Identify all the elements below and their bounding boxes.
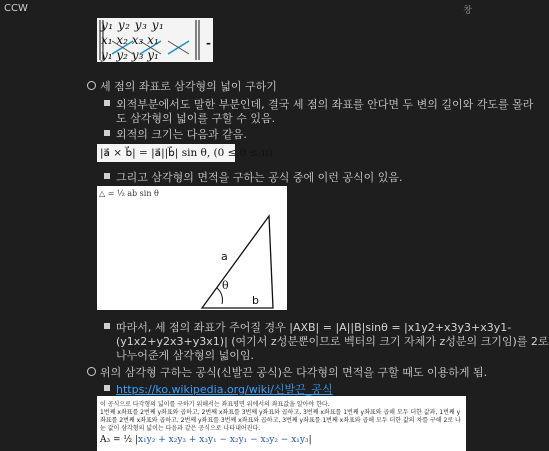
bullet-square-icon bbox=[104, 173, 110, 179]
text-conclusion-2: (y1x2+y2x3+y3x1)| (여기서 z성분뿐이므로 벡터의 크기 자체가 z성분의 크기임)를 2로 bbox=[116, 335, 549, 348]
text-cross-magnitude: 외적의 크기는 다음과 같음. bbox=[116, 128, 247, 141]
wiki-excerpt-image bbox=[97, 396, 466, 451]
matrix-minus: - bbox=[206, 36, 211, 50]
text-cross-product-2: 도 삼각형의 넓이를 구할 수 있음. bbox=[116, 112, 276, 125]
shoelace-matrix-image bbox=[97, 18, 213, 62]
side-a-label: a bbox=[221, 250, 228, 263]
title-bar bbox=[0, 0, 474, 18]
triangle-area-formula: △ = ½ ab sin θ bbox=[99, 189, 159, 198]
bullet-square-icon bbox=[104, 100, 110, 106]
cross-product-formula-image: |a⃗ × b⃗| = |a⃗||b⃗| sin θ, (0 ≤ θ ≤ π) bbox=[97, 144, 235, 162]
triangle-svg bbox=[97, 186, 287, 310]
bullet-circle-icon bbox=[87, 81, 96, 90]
wiki-line-2: 1번째 x좌표를 2번째 y좌표와 곱하고, 2번째 x좌표를 3번째 y좌표와 곱하고, 3번째 x좌표를 1번째 y좌표와 곱해 모두 더한 값과, 1번째 y좌표를 2번째 x좌표와 곱하고, 2번째 y좌표를 3번째 x좌표와 곱하고, 3번째 y좌표를 1번째 x좌표와 곱해 모두 더한 값의 차를 구해 2로 나눈 값이 삼각형의 넓이는 다음과 같은 공식으로 나타내어진다. bbox=[100, 409, 461, 432]
heading-shoelace: 위의 삼각형 구하는 공식(신발끈 공식)은 다각형의 면적을 구할 때도 이용하게 됨. bbox=[100, 366, 488, 379]
bullet-circle-icon bbox=[87, 367, 96, 376]
bullet-square-icon bbox=[104, 323, 110, 329]
formula-terms: x₁y₂ + x₂y₃ + x₃y₁ − x₂y₁ − x₃y₂ − x₁y₃ bbox=[138, 435, 309, 445]
text-conclusion-1: 따라서, 세 점의 좌표가 주어질 경우 |AXB| = |A||B|sinθ = |x1y2+x3y3+x3y1- bbox=[116, 321, 512, 334]
side-b-label: b bbox=[252, 294, 259, 307]
matrix-row-3: y₁ y₂ y₃ y₁ bbox=[101, 48, 159, 62]
wiki-line-1: 이 공식으로 다각형의 넓이를 구하기 위해서는 좌표평면 위에서의 좌표값을 알아야 한다. bbox=[100, 401, 330, 408]
bullet-square-icon bbox=[104, 385, 110, 391]
heading-triangle-area: 세 점의 좌표로 삼각형의 넓이 구하기 bbox=[100, 80, 277, 93]
shoelace-formula bbox=[100, 435, 312, 445]
text-conclusion-3: 나누어준게 삼각형의 넓이임. bbox=[116, 349, 255, 362]
text-triangle-formula-intro: 그리고 삼각형의 면적을 구하는 공식 중에 이런 공식이 있음. bbox=[116, 171, 403, 184]
matrix-row-1: y₁ y₂ y₃ y₁ bbox=[101, 18, 165, 32]
formula-lhs: A₃ = ½ | bbox=[100, 435, 138, 445]
bullet-square-icon bbox=[104, 130, 110, 136]
wiki-link[interactable]: https://ko.wikipedia.org/wiki/신발끈_공식 bbox=[116, 383, 333, 396]
matrix-row-2: x₁ x₂ x₃ x₁ bbox=[101, 33, 159, 47]
window-corner-label: 창 bbox=[463, 6, 472, 16]
text-cross-product-1: 외적부분에서도 말한 부분인데, 결국 세 점의 좌표를 안다면 두 변의 길이와 각도를 몰라 bbox=[116, 98, 534, 111]
formula-rhs: | bbox=[308, 435, 312, 445]
window-title: CCW bbox=[4, 3, 28, 14]
triangle-diagram-image bbox=[97, 186, 287, 310]
theta-label: θ bbox=[222, 279, 229, 292]
